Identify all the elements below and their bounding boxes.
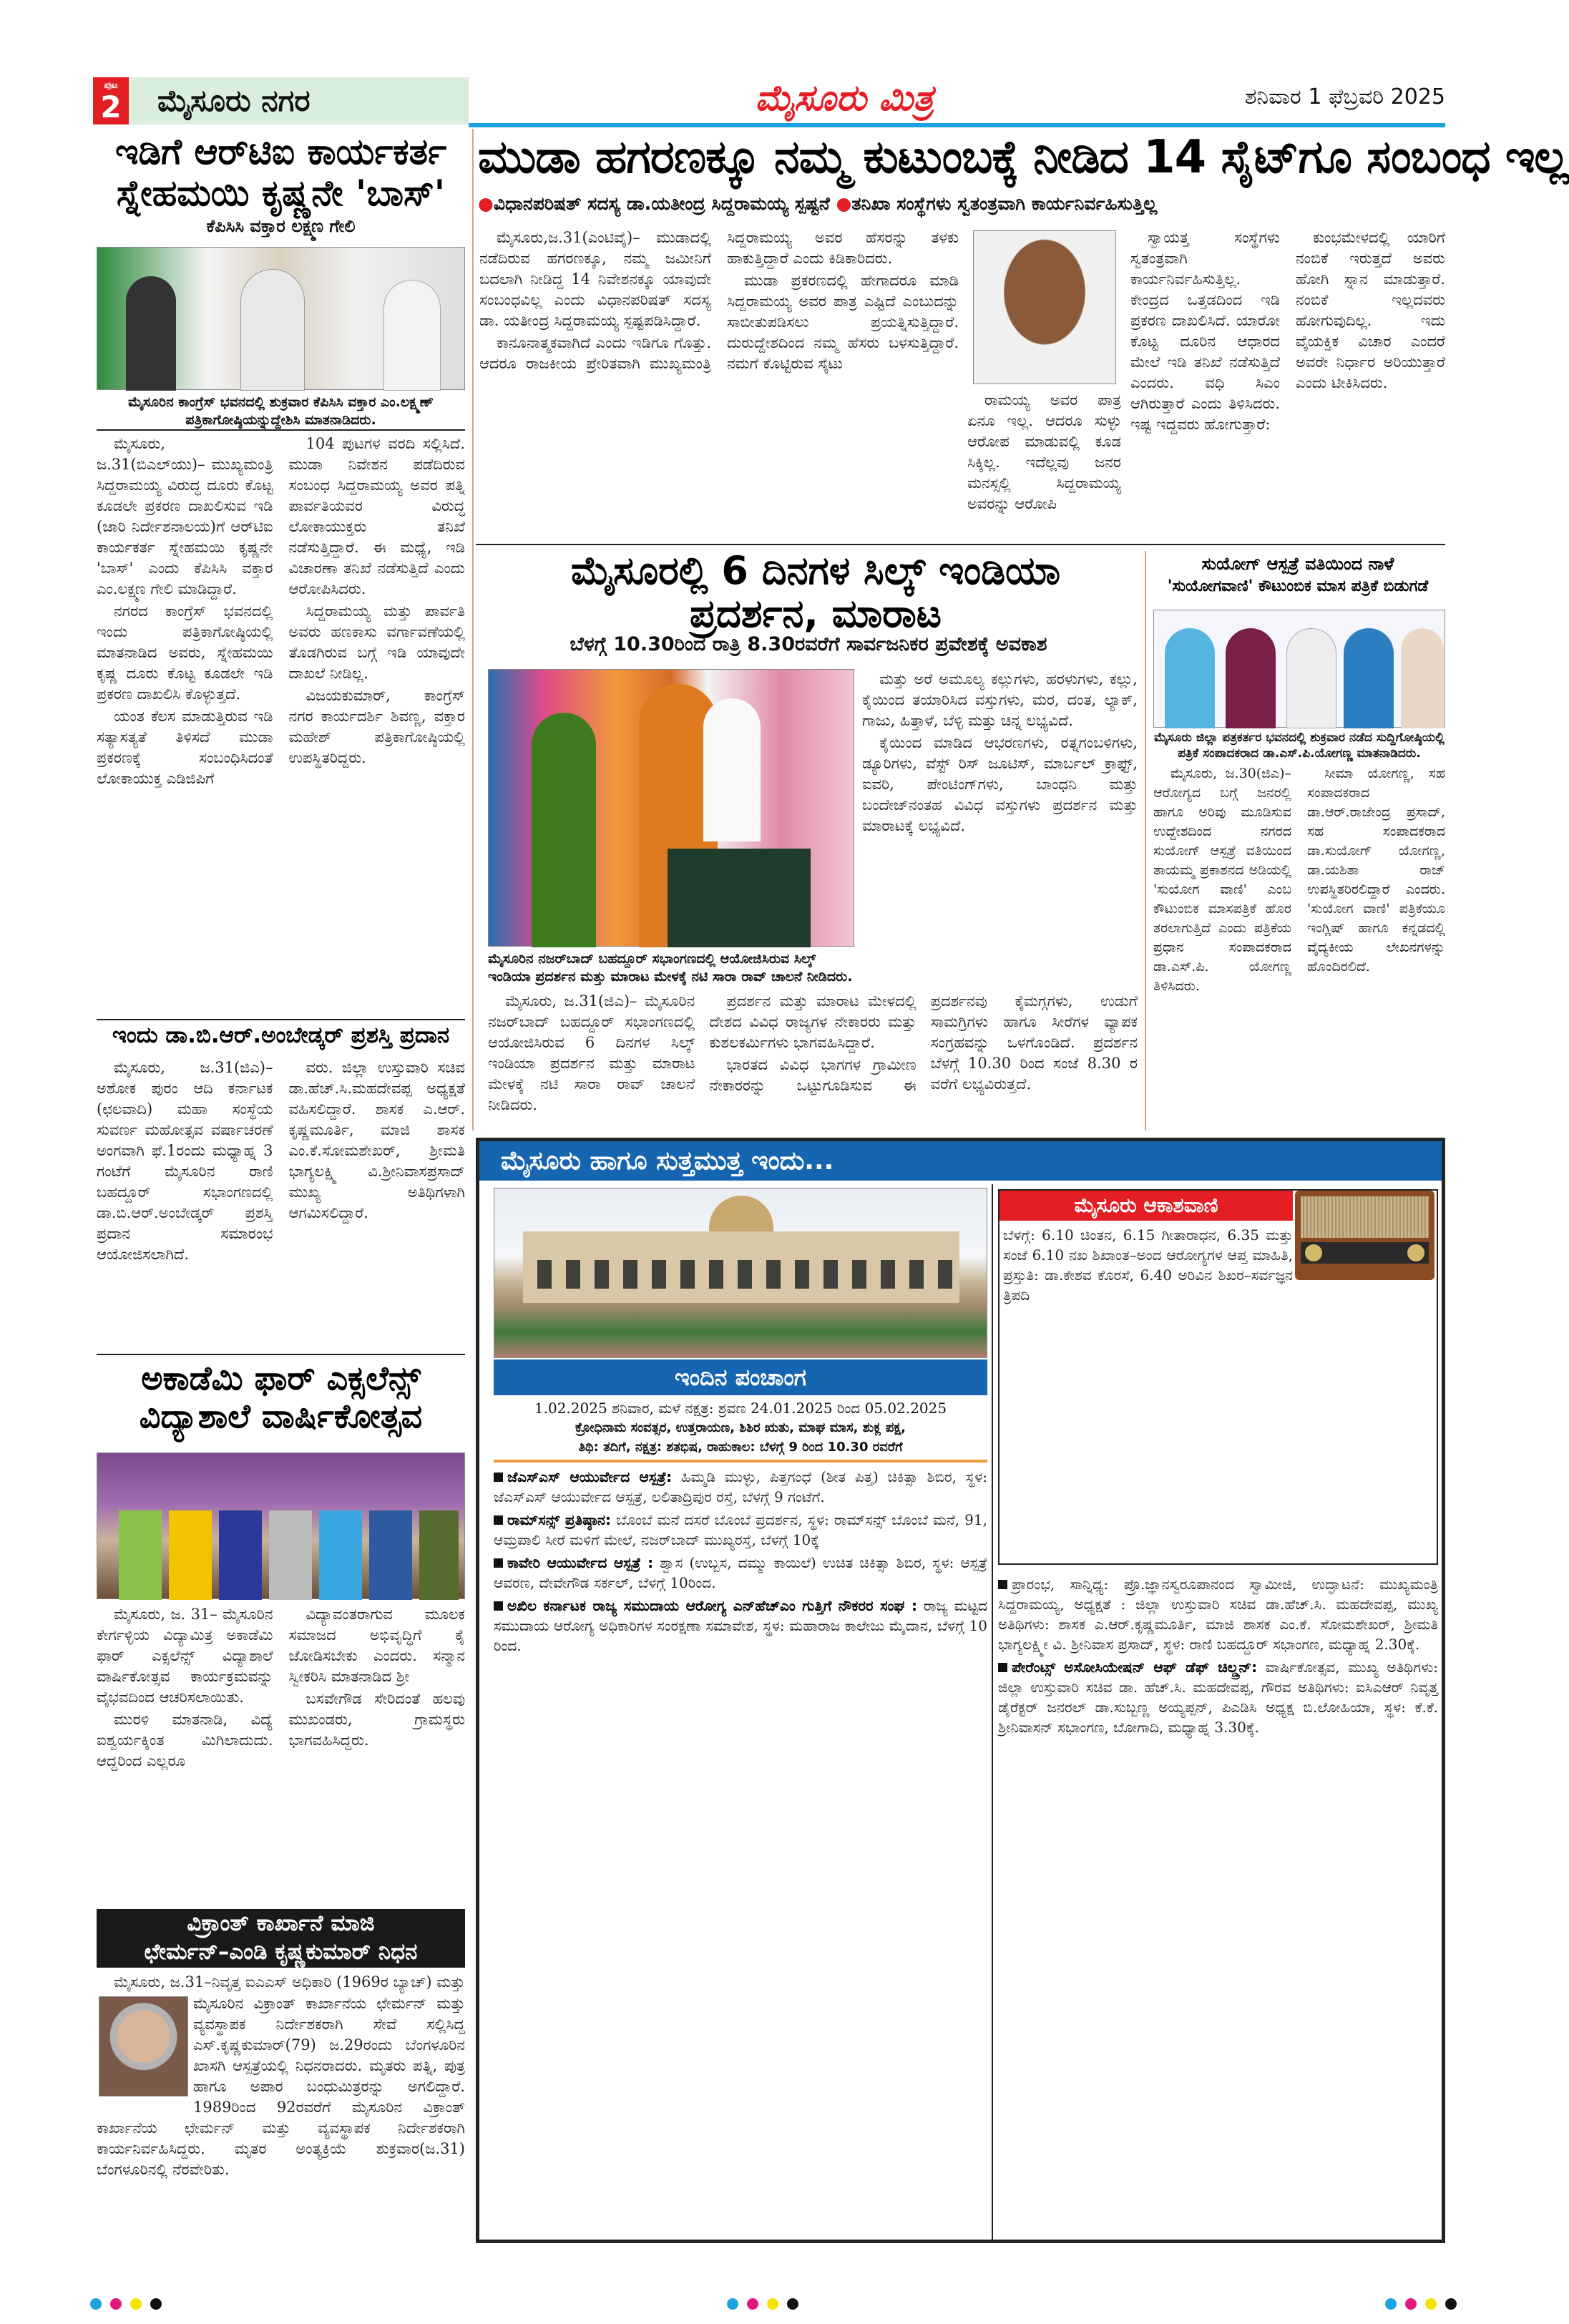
panchanga-line: ತಿಥಿ: ತದಿಗೆ, ನಕ್ಷತ್ರ: ಶತಭಿಷ, ರಾಹುಕಾಲ: ಬೆಳಗ್ಗೆ 9 ರಿಂದ 10.30 ರವರೆಗೆ — [578, 1440, 903, 1455]
column-divider — [1145, 551, 1146, 1131]
section-title — [129, 77, 469, 125]
panchanga-line: ಕ್ರೋಧಿನಾಮ ಸಂವತ್ಸರ, ಉತ್ತರಾಯಣ, ಶಿಶಿರ ಋತು, ಮಾಘ ಮಾಸ, ಶುಕ್ಲ ಪಕ್ಷ, — [575, 1420, 906, 1435]
paragraph: ಸೀಮಾ ಯೋಗಣ್ಣ, ಸಹ ಸಂಪಾದಕರಾದ ಡಾ.ಆರ್.ರಾಜೇಂದ್ರ ಪ್ರಸಾದ್, ಸಹ ಸಂಪಾದಕರಾದ ಡಾ.ಸುಯೋಗ್ ಯೋಗಣ್ಣ, ಡಾ.ಯಶಿತಾ ರಾಜ್ ಉಪಸ್ಥಿತರಿರಲಿದ್ದಾರೆ ಎಂದರು. 'ಸುಯೋಗ ವಾಣಿ' ಪತ್ರಿಕೆಯೂ ಇಂಗ್ಲಿಷ್ ಹಾಗೂ ಕನ್ನಡದಲ್ಲಿ ವೈದ್ಯಕೀಯ ಲೇಖನಗಳನ್ನು ಹೊಂದಿರಲಿದೆ. — [1307, 766, 1445, 975]
masthead: ಮೈಸೂರು ಮಿತ್ರ — [755, 77, 934, 119]
lead-story-body-mid — [967, 390, 1121, 540]
panchanga-line: 1.02.2025 ಶನಿವಾರ, ಮಳೆ ನಕ್ಷತ್ರ: ಶ್ರವಣ 24.01.2025 ರಿಂದ 05.02.2025 — [534, 1400, 947, 1417]
paragraph: ಸ್ವಾಯತ್ತ ಸಂಸ್ಥೆಗಳು ಸ್ವತಂತ್ರವಾಗಿ ಕಾರ್ಯನಿರ್ವಹಿಸುತ್ತಿಲ್ಲ. ಕೇಂದ್ರದ ಒತ್ತಡದಿಂದ ಇಡಿ ಪ್ರಕರಣ ದಾಖಲಿಸಿದೆ. ಯಾರೋ ಕೊಟ್ಟ ದೂರಿನ ಆಧಾರದ ಮೇಲೆ ಇಡಿ ತನಿಖೆ ನಡೆಸುತ್ತಿದೆ ಎಂದರು. ವಧಿ ಸಿಎಂ ಆಗಿರುತ್ತಾರೆ ಎಂದು ತಿಳಿಸಿದರು. ಇಷ್ಟ ಇದ್ದವರು ಹೋಗುತ್ತಾರೆ: — [1130, 229, 1280, 433]
square-bullet-icon — [494, 1558, 503, 1568]
color-registration-marks — [86, 2298, 166, 2313]
today-banner-text: ಮೈಸೂರು ಹಾಗೂ ಸುತ್ತಮುತ್ತ ಇಂದು... — [501, 1146, 834, 1176]
paragraph: ವಿದ್ಯಾವಂತರಾಗುವ ಮೂಲಕ ಸಮಾಜದ ಅಭಿವೃದ್ಧಿಗೆ ಕೈ ಜೋಡಿಸಬೇಕು ಎಂದರು. ಸನ್ಮಾನ ಸ್ವೀಕರಿಸಿ ಮಾತನಾಡಿದ ಶ್ರೀ — [288, 1606, 465, 1685]
obituary-lead — [97, 1972, 465, 1994]
academy-story-body — [97, 1604, 465, 1905]
ed-story-body — [97, 434, 465, 1017]
suyog-story-body — [1153, 764, 1445, 1131]
event-text: ಹಿಮ್ಮಡಿ ಮುಳ್ಳು, ಪಿತ್ತಗಂಧೆ (ಶೀತ ಪಿತ್ತ) ಚಿಕಿತ್ಸಾ ಶಿಬಿರ, ಸ್ಥಳ: ಜೆಎಸ್‌ಎಸ್ ಆಯುರ್ವೇದ ಆಸ್ಪತ್ರೆ, ಲಲಿತಾದ್ರಿಪುರ ರಸ್ತೆ, ಬೆಳಗ್ಗೆ 9 ಗಂಟೆಗೆ. — [494, 1468, 987, 1505]
event-item — [494, 1596, 987, 1656]
paragraph: ಸಿದ್ದರಾಮಯ್ಯ ಮತ್ತು ಪಾರ್ವತಿ ಅವರು ಹಣಕಾಸು ವರ್ಗಾವಣೆಯಲ್ಲಿ ತೊಡಗಿರುವ ಬಗ್ಗೆ ಇಡಿ ಯಾವುದೇ ದಾಖಲೆ ನೀಡಿಲ್ಲ. — [288, 602, 465, 682]
academy-story-headline: ಅಕಾಡೆಮಿ ಫಾರ್ ಎಕ್ಸಲೆನ್ಸ್ ವಿದ್ಯಾಶಾಲೆ ವಾರ್ಷಿಕೋತ್ಸವ — [139, 1359, 423, 1435]
events-list-right — [998, 1574, 1438, 1740]
event-text: ರಾಜ್ಯ ಮಟ್ಟದ ಸಮುದಾಯ ಆರೋಗ್ಯ ಅಧಿಕಾರಿಗಳ ಸಂರಕ್ಷಣಾ ಸಮಾವೇಶ, ಸ್ಥಳ: ಮಹಾರಾಜ ಕಾಲೇಜು ಮೈದಾನ, ಬೆಳಗ್ಗೆ 10 ರಿಂದ. — [494, 1597, 988, 1654]
paragraph: ಮೈಸೂರಿನ ವಿಕ್ರಾಂತ್ ಕಾರ್ಖಾನೆಯ ಛೇರ್ಮನ್ ಮತ್ತು ವ್ಯವಸ್ಥಾಪಕ ನಿರ್ದೇಶಕರಾಗಿ ಸೇವೆ ಸಲ್ಲಿಸಿದ್ದ ಎಸ್.ಕೃಷ್ಣಕುಮಾರ್(79) ಜ.29ರಂದು ಬೆಂಗಳೂರಿನ ಖಾಸಗಿ ಆಸ್ಪತ್ರೆಯಲ್ಲಿ ನಿಧನರಾದರು. ಮೃತರು ಪತ್ನಿ, ಪುತ್ರ ಹಾಗೂ ಅಪಾರ ಬಂಧುಮಿತ್ರರನ್ನು ಅಗಲಿದ್ದಾರೆ. 1989ರಿಂದ 92ರವರೆಗೆ ಮೈಸೂರಿನ ವಿಕ್ರಾಂತ್ ಕಾರ್ಖಾನೆಯ ಛೇರ್ಮನ್ ಮತ್ತು ವ್ಯವಸ್ಥಾಪಕ ನಿರ್ದೇಶಕರಾಗಿ ಕಾರ್ಯನಿರ್ವಹಿಸಿದ್ದರು. ಮೃತರ ಅಂತ್ಯಕ್ರಿಯೆ ಶುಕ್ರವಾರ(ಜ.31) ಬೆಂಗಳೂರಿನಲ್ಲಿ ನೆರವೇರಿತು. — [97, 1995, 465, 2178]
suyog-photo-caption: ಮೈಸೂರು ಜಿಲ್ಲಾ ಪತ್ರಕರ್ತರ ಭವನದಲ್ಲಿ ಶುಕ್ರವಾರ ನಡೆದ ಸುದ್ದಿಗೋಷ್ಠಿಯಲ್ಲಿ ಪತ್ರಿಕೆ ಸಂಪಾದಕರಾದ ಡಾ.ಎಸ್.ಪಿ.ಯೋಗಣ್ಣ ಮಾತನಾಡಿದರು. — [1154, 731, 1445, 761]
ed-story-subhead: ಕೆಪಿಸಿಸಿ ವಕ್ತಾರ ಲಕ್ಷ್ಮಣ ಗೇಲಿ — [206, 216, 356, 236]
lead-story-headline: ಮುಡಾ ಹಗರಣಕ್ಕೂ ನಮ್ಮ ಕುಟುಂಬಕ್ಕೆ ನೀಡಿದ 14 ಸೈಟ್‌ಗೂ ಸಂಬಂಧ ಇಲ್ಲ — [478, 131, 1569, 184]
color-registration-marks — [1381, 2298, 1461, 2313]
akashvani-title: ಮೈಸೂರು ಆಕಾಶವಾಣಿ — [1074, 1193, 1218, 1217]
page-number: 2 — [100, 89, 122, 125]
event-item — [494, 1553, 987, 1593]
paragraph: ಮೈಸೂರು, ಜ.31(ಜಿಎ)– ಅಶೋಕ ಪುರಂ ಆದಿ ಕರ್ನಾಟಕ (ಛಲವಾದಿ) ಮಹಾ ಸಂಸ್ಥೆಯ ಸುವರ್ಣ ಮಹೋತ್ಸವ ವರ್ಷಾಚರಣೆ ಅಂಗವಾಗಿ ಫೆ.1ರಂದು ಮಧ್ಯಾಹ್ನ 3 ಗಂಟೆಗೆ ಮೈಸೂರಿನ ರಾಣಿ ಬಹದ್ದೂರ್ ಸಭಾಂಗಣದಲ್ಲಿ ಡಾ.ಬಿ.ಆರ್.ಅಂಬೇಡ್ಕರ್ ಪ್ರಶಸ್ತಿ ಪ್ರದಾನ ಸಮಾರಂಭ ಆಯೋಜಿಸಲಾಗಿದೆ. — [97, 1059, 273, 1263]
suyog-press-meet-photo — [1153, 610, 1445, 728]
paragraph: ಮತ್ತು ಅರೆ ಅಮೂಲ್ಯ ಕಲ್ಲುಗಳು, ಹರಳುಗಳು, ಕಲ್ಲು, ಕೈಯಿಂದ ತಯಾರಿಸಿದ ವಸ್ತುಗಳು, ಮರ, ದಂತ, ಲ್ಯಾಕ್, ಗಾಜು, ಹಿತ್ತಾಳೆ, ಬೆಳ್ಳಿ ಮತ್ತು ಚಿನ್ನ ಲಭ್ಯವಿದೆ. — [862, 670, 1138, 729]
event-text: ಪ್ರಾರಂಭ, ಸಾನ್ನಿಧ್ಯ: ಪ್ರೊ.ಜ್ಞಾನಸ್ವರೂಪಾನಂದ ಸ್ವಾಮೀಜಿ, ಉದ್ಘಾಟನೆ: ಮುಖ್ಯಮಂತ್ರಿ ಸಿದ್ದರಾಮಯ್ಯ, ಅಧ್ಯಕ್ಷತೆ : ಜಿಲ್ಲಾ ಉಸ್ತುವಾರಿ ಸಚಿವ ಡಾ.ಹೆಚ್.ಸಿ. ಮಹದೇವಪ್ಪ, ಮುಖ್ಯ ಅತಿಥಿಗಳು: ಶಾಸಕ ಎ.ಆರ್.ಕೃಷ್ಣಮೂರ್ತಿ, ಮಾಜಿ ಶಾಸಕ ಎಂ.ಕೆ. ಸೋಮಶೇಖರ್, ಶ್ರೀಮತಿ ಭಾಗ್ಯಲಕ್ಷ್ಮೀ ವಿ. ಶ್ರೀನಿವಾಸ ಪ್ರಸಾದ್, ಸ್ಥಳ: ರಾಣಿ ಬಹದ್ದೂರ್ ಸಭಾಂಗಣ, ಮಧ್ಯಾಹ್ನ 2.30ಕ್ಕೆ. — [998, 1576, 1438, 1653]
panchanga-details — [494, 1399, 987, 1457]
page-label: ಪುಟ — [104, 80, 118, 91]
paragraph: ಕಾನೂನಾತ್ಮಕವಾಗಿದೆ ಎಂದು ಇಡಿಗೂ ಗೊತ್ತು. ಆದರೂ ರಾಜಕೀಯ ಪ್ರೇರಿತವಾಗಿ ಮುಖ್ಯಮಂತ್ರಿ ಸಿದ್ದರಾಮಯ್ಯ ಅವರ ಹೆಸರನ್ನು ತಳಕು ಹಾಕುತ್ತಿದ್ದಾರೆ ಎಂದು ಕಿಡಿಕಾರಿದರು. — [479, 229, 959, 372]
silk-photo-caption: ಮೈಸೂರಿನ ನಜರ್‌ಬಾದ್ ಬಹದ್ದೂರ್ ಸಭಾಂಗಣದಲ್ಲಿ ಆಯೋಜಿಸಿರುವ ಸಿಲ್ಕ್ ಇಂಡಿಯಾ ಪ್ರದರ್ಶನ ಮತ್ತು ಮಾರಾಟ ಮೇಳಕ್ಕೆ ನಟಿ ಸಾರಾ ರಾವ್ ಚಾಲನೆ ನೀಡಿದರು. — [488, 951, 853, 985]
ed-photo-caption: ಮೈಸೂರಿನ ಕಾಂಗ್ರೆಸ್ ಭವನದಲ್ಲಿ ಶುಕ್ರವಾರ ಕೆಪಿಸಿಸಿ ವಕ್ತಾರ ಎಂ.ಲಕ್ಷ್ಮಣ್ ಪತ್ರಿಕಾಗೋಷ್ಠಿಯನ್ನುದ್ದೇಶಿಸಿ ಮಾತನಾಡಿದರು. — [128, 394, 434, 428]
event-item — [494, 1510, 987, 1550]
section-title-text: ಮೈಸೂರು ನಗರ — [157, 83, 311, 118]
page-number-badge — [93, 77, 129, 125]
paragraph: ಮೈಸೂರು, ಜ. 31– ಮೈಸೂರಿನ ಕೇರ್ಗಳ್ಳಿಯ ವಿದ್ಯಾಮಿತ್ರ ಅಕಾಡೆಮಿ ಫಾರ್ ಎಕ್ಸಲೆನ್ಸ್ ವಿದ್ಯಾಶಾಲೆ ವಾರ್ಷಿಕೋತ್ಸವ ಕಾರ್ಯಕ್ರಮವನ್ನು ವೈಭವದಿಂದ ಆಚರಿಸಲಾಯಿತು. — [97, 1606, 273, 1706]
paragraph: ಮೈಸೂರು, ಜ.30(ಜಿಎ)– ಆರೋಗ್ಯದ ಬಗ್ಗೆ ಜನರಲ್ಲಿ ಹಾಗೂ ಅರಿವು ಮೂಡಿಸುವ ಉದ್ದೇಶದಿಂದ ನಗರದ ಸುಯೋಗ್ ಆಸ್ಪತ್ರೆ ವತಿಯಿಂದ ತಾಯಮ್ಮ ಪ್ರಕಾಶನದ ಅಡಿಯಲ್ಲಿ 'ಸುಯೋಗ ವಾಣಿ' ಎಂಬ ಕೌಟುಂಬಿಕ ಮಾಸಪತ್ರಿಕೆ ಹೊರ ತರಲಾಗುತ್ತಿದೆ ಎಂದು ಪತ್ರಿಕೆಯ ಪ್ರಧಾನ ಸಂಪಾದಕರಾದ ಡಾ.ಎಸ್.ಪಿ. ಯೋಗಣ್ಣ ತಿಳಿಸಿದರು. — [1153, 766, 1291, 994]
suyog-story-headline — [1150, 552, 1445, 598]
square-bullet-icon — [998, 1663, 1007, 1672]
story-divider — [476, 544, 1445, 545]
paragraph: ಮುರಳಿ ಮಾತನಾಡಿ, ವಿದ್ಯೆ ಐಶ್ವರ್ಯಕ್ಕಿಂತ ಮಿಗಿಲಾದುದು. ಆದ್ದರಿಂದ ಎಲ್ಲರೂ — [97, 1711, 273, 1769]
color-registration-marks — [723, 2298, 803, 2313]
academy-group-photo — [97, 1452, 465, 1599]
panchanga-title-bar — [494, 1359, 987, 1395]
event-title: ಕಾವೇರಿ ಆಯುರ್ವೇದ ಆಸ್ಪತ್ರೆ : — [507, 1554, 654, 1571]
paragraph: ರಾಮಯ್ಯ ಅವರ ಪಾತ್ರ ಏನೂ ಇಲ್ಲ. ಆದರೂ ಸುಳ್ಳು ಆರೋಪ ಮಾಡುವಲ್ಲಿ ಕೂಡ ಸಿಕ್ಕಿಲ್ಲ. ಇದೆಲ್ಲವು ಜನರ ಮನಸ್ಸಲ್ಲಿ ಸಿದ್ದರಾಮಯ್ಯ ಅವರನ್ನು ಆರೋಪಿ — [967, 391, 1121, 512]
square-bullet-icon — [494, 1473, 503, 1482]
square-bullet-icon — [494, 1601, 503, 1611]
paragraph: ಬಸವೇಗೌಡ ಸೇರಿದಂತೆ ಹಲವು ಮುಖಂಡರು, ಗ್ರಾಮಸ್ಥರು ಭಾಗವಹಿಸಿದ್ದರು. — [288, 1690, 465, 1749]
paragraph: ಪ್ರದರ್ಶನ ಮತ್ತು ಮಾರಾಟ ಮೇಳದಲ್ಲಿ ದೇಶದ ವಿವಿಧ ರಾಜ್ಯಗಳ ನೇಕಾರರು ಮತ್ತು ಕುಶಲಕರ್ಮಿಗಳು ಭಾಗವಹಿಸಿದ್ದಾರೆ. — [709, 992, 917, 1051]
bullet-icon: ● — [836, 193, 852, 214]
obituary-headline-line1: ವಿಕ್ರಾಂತ್ ಕಾರ್ಖಾನೆ ಮಾಜಿ — [187, 1910, 375, 1936]
kicker-1: ವಿಧಾನಪರಿಷತ್ ಸದಸ್ಯ ಡಾ.ಯತೀಂದ್ರ ಸಿದ್ದರಾಮಯ್ಯ ಸ್ಪಷ್ಟನೆ — [493, 193, 830, 214]
radio-icon — [1295, 1191, 1434, 1280]
story-divider — [97, 1019, 465, 1020]
event-title: ಪೇರೆಂಟ್ಸ್ ಅಸೋಸಿಯೇಷನ್ ಆಫ್ ಡೆಫ್ ಚಿಲ್ಡ್ರನ್: — [1012, 1659, 1258, 1676]
paragraph: ವಿಜಯಕುಮಾರ್, ಕಾಂಗ್ರೆಸ್ ನಗರ ಕಾರ್ಯದರ್ಶಿ ಶಿವಣ್ಣ, ವಕ್ತಾರ ಮಹೇಶ್ ಪತ್ರಿಕಾಗೋಷ್ಠಿಯಲ್ಲಿ ಉಪಸ್ಥಿತರಿದ್ದರು. — [288, 687, 465, 766]
paragraph: ಮೈಸೂರು, ಜ.31(ಬಿಎಲ್‌ಯು)– ಮುಖ್ಯಮಂತ್ರಿ ಸಿದ್ದರಾಮಯ್ಯ ವಿರುದ್ಧ ದೂರು ಕೊಟ್ಟ ಕೂಡಲೇ ಪ್ರಕರಣ ದಾಖಲಿಸುವ ಇಡಿ (ಜಾರಿ ನಿರ್ದೇಶನಾಲಯ)ಗೆ ಆರ್‌ಟಿಐ ಕಾರ್ಯಕರ್ತ ಸ್ನೇಹಮಯಿ ಕೃಷ್ಣನೇ 'ಬಾಸ್' ಎಂದು ಕೆಪಿಸಿಸಿ ವಕ್ತಾರ ಎಂ.ಲಕ್ಷ್ಮಣ ಗೇಲಿ ಮಾಡಿದ್ದಾರೆ. — [97, 435, 273, 597]
square-bullet-icon — [494, 1515, 503, 1525]
event-item — [998, 1657, 1438, 1737]
akashvani-schedule: ಬೆಳಗ್ಗೆ: 6.10 ಚಿಂತನ, 6.15 ಗೀತಾರಾಧನ, 6.35 ಮತ್ತು ಸಂಜೆ 6.10 ನಖ ಶಿಖಾಂತ–ಅಂದ ಆರೋಗ್ಯಗಳ ಆಪ್ತ ಮಾಹಿತಿ, ಪ್ರಸ್ತುತಿ: ಡಾ.ಕೇಶವ ಕೊರಸೆ, 6.40 ಅರಿವಿನ ಶಿಖರ–ಸರ್ವಜ್ಞನ ತ್ರಿಪದಿ — [1003, 1226, 1293, 1304]
event-text: ಬೊಂಬೆ ಮನೆ ದಸರೆ ಬೊಂಬೆ ಪ್ರದರ್ಶನ, ಸ್ಥಳ: ರಾಮ್‌ಸನ್ಸ್ ಬೊಂಬೆ ಮನೆ, 91, ಆಮ್ರಪಾಲಿ ಸೀರೆ ಮಳಿಗೆ ಮೇಲೆ, ನಜರ್‌ಬಾದ್ ಮುಖ್ಯರಸ್ತೆ, ಬೆಳಗ್ಗೆ 10ಕ್ಕೆ — [494, 1511, 987, 1548]
paragraph: ಕುಂಭಮೇಳದಲ್ಲಿ ಯಾರಿಗೆ ನಂಬಿಕೆ ಇರುತ್ತದೆ ಅವರು ಹೋಗಿ ಸ್ನಾನ ಮಾಡುತ್ತಾರೆ. ನಂಬಿಕೆ ಇಲ್ಲದವರು ಹೋಗುವುದಿಲ್ಲ. ಇದು ವೈಯಕ್ತಿಕ ವಿಚಾರ ಎಂದರೆ ಅವರೇ ನಿರ್ಧಾರ ಅರಿಯುತ್ತಾರೆ ಎಂದು ಟೀಕಿಸಿದರು. — [1296, 229, 1445, 391]
header-rule — [469, 123, 1445, 127]
silk-story-subhead: ಬೆಳಗ್ಗೆ 10.30ರಿಂದ ರಾತ್ರಿ 8.30ರವರೆಗೆ ಸಾರ್ವಜನಿಕರ ಪ್ರವೇಶಕ್ಕೆ ಅವಕಾಶ — [570, 633, 1047, 655]
square-bullet-icon — [998, 1580, 1007, 1589]
paragraph: ಮೈಸೂರು, ಜ.31–ನಿವೃತ್ತ ಐಎಎಸ್ ಅಧಿಕಾರಿ (1969ರ ಬ್ಯಾಚ್) ಮತ್ತು — [114, 1973, 465, 1991]
event-title: ಅಖಿಲ ಕರ್ನಾಟಕ ರಾಜ್ಯ ಸಮುದಾಯ ಆರೋಗ್ಯ ಎನ್‌ಹೆಚ್‌ಎಂ ಗುತ್ತಿಗೆ ನೌಕರರ ಸಂಘ : — [507, 1597, 917, 1614]
event-item — [998, 1574, 1438, 1654]
bullet-icon: ● — [478, 193, 494, 214]
headline-line: ಸುಯೋಗ್ ಆಸ್ಪತ್ರೆ ವತಿಯಿಂದ ನಾಳೆ — [1201, 554, 1394, 574]
obituary-headline-box — [97, 1909, 465, 1968]
lead-story-body-right — [1130, 228, 1445, 539]
obituary-body — [97, 1993, 465, 2251]
paragraph: ಮುಡಾ ಪ್ರಕರಣದಲ್ಲಿ ಹೇಗಾದರೂ ಮಾಡಿ ಸಿದ್ದರಾಮಯ್ಯ ಅವರ ಪಾತ್ರ ಎಷ್ಟಿದೆ ಎಂಬುದನ್ನು ಸಾಬೀತುಪಡಿಸಲು ಪ್ರಯತ್ನಿಸುತ್ತಿದ್ದಾರೆ. ದುರುದ್ದೇಶದಿಂದ ನಮ್ಮ ಹೆಸರು ಬಳಸುತ್ತಿದ್ದಾರೆ. ನಮಗೆ ಕೊಟ್ಟಿರುವ ಸೈಟು — [727, 272, 959, 372]
orange-rule — [494, 1460, 987, 1463]
lead-story-kicker — [478, 193, 1445, 215]
column-divider — [992, 1184, 993, 2240]
ambedkar-story-headline: ಇಂದು ಡಾ.ಬಿ.ಆರ್.ಅಂಬೇಡ್ಕರ್ ಪ್ರಶಸ್ತಿ ಪ್ರದಾನ — [112, 1022, 450, 1048]
issue-date: ಶನಿವಾರ 1 ಫೆಬ್ರವರಿ 2025 — [1244, 84, 1445, 109]
today-banner — [479, 1141, 1442, 1181]
caption-rule — [97, 429, 465, 431]
mysore-palace-photo — [494, 1188, 987, 1358]
silk-story-body — [488, 991, 1138, 1131]
paragraph: ಕೈಯಿಂದ ಮಾಡಿದ ಆಭರಣಗಳು, ರತ್ನಗಂಬಳಿಗಳು, ಡ್ಯೂರಿಗಳು, ವೆಸ್ಟ್ ರಿಸ್ ಜೂಟಿಸ್, ಮಾರ್ಬಲ್ ಕ್ರಾಫ್ಟ್, ಐವರಿ, ಪೇಂಟಿಂಗ್‌ಗಳು, ಬಾಂಧನಿ ಮತ್ತು ಬಂದೇಜ್‌ನಂತಹ ವಿವಿಧ ವಸ್ತುಗಳು ಪ್ರದರ್ಶನ ಮತ್ತು ಮಾರಾಟಕ್ಕೆ ಲಭ್ಯವಿದೆ. — [862, 734, 1138, 834]
ambedkar-story-body — [97, 1058, 465, 1351]
events-list-left — [494, 1467, 987, 1659]
event-item — [494, 1467, 987, 1507]
silk-exhibition-photo — [488, 669, 854, 947]
event-title: ಜೆಎಸ್‌ಎಸ್ ಆಯುರ್ವೇದ ಆಸ್ಪತ್ರೆ: — [507, 1468, 673, 1485]
paragraph: ಮೈಸೂರು, ಜ.31(ಜಿಎ)– ಮೈಸೂರಿನ ನಜರ್‌ಬಾದ್ ಬಹದ್ದೂರ್ ಸಭಾಂಗಣದಲ್ಲಿ ಆಯೋಜಿಸಿರುವ 6 ದಿನಗಳ ಸಿಲ್ಕ್ ಇಂಡಿಯಾ ಪ್ರದರ್ಶನ ಮತ್ತು ಮಾರಾಟ ಮೇಳಕ್ಕೆ ನಟಿ ಸಾರಾ ರಾವ್ ಚಾಲನೆ ನೀಡಿದರು. — [488, 992, 695, 1113]
paragraph: ಭಾರತದ ವಿವಿಧ ಭಾಗಗಳ ಗ್ರಾಮೀಣ ನೇಕಾರರನ್ನು ಒಟ್ಟುಗೂಡಿಸುವ ಈ ಪ್ರದರ್ಶನವು ಕೈಮಗ್ಗಗಳು, ಉಡುಗೆ ಸಾಮಗ್ರಿಗಳು ಹಾಗೂ ಸೀರೆಗಳ ವ್ಯಾಪಕ ಸಂಗ್ರಹವನ್ನು ಒಳಗೊಂಡಿದೆ. ಪ್ರದರ್ಶನ ಬೆಳಗ್ಗೆ 10.30 ರಿಂದ ಸಂಜೆ 8.30 ರ ವರೆಗೆ ಲಭ್ಯವಿರುತ್ತದೆ. — [709, 992, 1138, 1094]
panchanga-title: ಇಂದಿನ ಪಂಚಾಂಗ — [675, 1364, 806, 1391]
ed-story-headline: ಇಡಿಗೆ ಆರ್‌ಟಿಐ ಕಾರ್ಯಕರ್ತ ಸ್ನೇಹಮಯಿ ಕೃಷ್ಣನೇ 'ಬಾಸ್' — [114, 131, 446, 214]
lead-story-body-left — [479, 228, 959, 539]
paragraph: 104 ಪುಟಗಳ ವರದಿ ಸಲ್ಲಿಸಿದೆ. ಮುಡಾ ನಿವೇಶನ ಪಡೆದಿರುವ ಸಂಬಂಧ ಸಿದ್ದರಾಮಯ್ಯ ಅವರ ಪತ್ನಿ ಪಾರ್ವತಿಯವರ ವಿರುದ್ಧ ಲೋಕಾಯುಕ್ತರು ತನಿಖೆ ನಡೆಸುತ್ತಿದ್ದಾರೆ. ಈ ಮಧ್ಯೆ, ಇಡಿ ವಿಚಾರಣಾ ತನಿಖೆ ನಡೆಸುತ್ತಿದೆ ಎಂದು ಆರೋಪಿಸಿದರು. — [288, 435, 465, 597]
event-title: ರಾಮ್‌ಸನ್ಸ್ ಪ್ರತಿಷ್ಠಾನ: — [507, 1511, 612, 1528]
yathindra-portrait-photo — [973, 230, 1116, 384]
obituary-headline-line2: ಛೇರ್ಮನ್–ಎಂಡಿ ಕೃಷ್ಣಕುಮಾರ್ ನಿಧನ — [144, 1939, 418, 1965]
paragraph: ಮೈಸೂರು,ಜ.31(ಎಂಟಿವೈ)– ಮುಡಾದಲ್ಲಿ ನಡೆದಿರುವ ಹಗರಣಕ್ಕೂ, ನಮ್ಮ ಜಮೀನಿಗೆ ಬದಲಾಗಿ ನೀಡಿದ್ದ 14 ನಿವೇಶನಕ್ಕೂ ಯಾವುದೇ ಸಂಬಂಧವಿಲ್ಲ ಎಂದು ವಿಧಾನಪರಿಷತ್ ಸದಸ್ಯ ಡಾ. ಯತೀಂದ್ರ ಸಿದ್ದರಾಮಯ್ಯ ಸ್ಪಷ್ಟಪಡಿಸಿದ್ದಾರೆ. — [479, 229, 711, 329]
silk-story-headline: ಮೈಸೂರಲ್ಲಿ 6 ದಿನಗಳ ಸಿಲ್ಕ್ ಇಂಡಿಯಾ ಪ್ರದರ್ಶನ, ಮಾರಾಟ — [570, 548, 1061, 636]
event-text: ಶ್ವಾಸ (ಉಬ್ಬಸ, ದಮ್ಮು ಕಾಯಿಲೆ) ಉಚಿತ ಚಿಕಿತ್ಸಾ ಶಿಬಿರ, ಸ್ಥಳ: ಆಸ್ಪತ್ರೆ ಆವರಣ, ದೇವೇಗೌಡ ಸರ್ಕಲ್, ಬೆಳಗ್ಗೆ 10ರಿಂದ. — [494, 1554, 987, 1591]
story-divider — [97, 1354, 465, 1355]
akashvani-title-bar — [999, 1191, 1293, 1221]
event-text: ವಾರ್ಷಿಕೋತ್ಸವ, ಮುಖ್ಯ ಅತಿಥಿಗಳು: ಜಿಲ್ಲಾ ಉಸ್ತುವಾರಿ ಸಚಿವ ಡಾ. ಹೆಚ್.ಸಿ. ಮಹದೇವಪ್ಪ, ಗೌರವ ಅತಿಥಿಗಳು: ಐಸಿಎಆರ್ ನಿವೃತ್ತ ಡೈರೆಕ್ಟರ್ ಜನರಲ್ ಡಾ.ಸುಬ್ಬಣ್ಣ ಅಯ್ಯಪ್ಪನ್, ಪಿಎಡಿಸಿ ಅಧ್ಯಕ್ಷ ಬಿ.ಲೋಹಿಯಾ, ಸ್ಥಳ: ಕೆ.ಕೆ. ಶ್ರೀನಿವಾಸನ್ ಸಭಾಂಗಣ, ಬೋಗಾದಿ, ಮಧ್ಯಾಹ್ನ 3.30ಕ್ಕೆ. — [998, 1659, 1439, 1736]
column-divider — [472, 129, 474, 1131]
ed-press-meet-photo — [97, 247, 465, 390]
silk-story-side-body — [862, 669, 1138, 948]
paragraph: ಯಂತ ಕೆಲಸ ಮಾಡುತ್ತಿರುವ ಇಡಿ ಸತ್ಯಾಸತ್ಯತೆ ತಿಳಿಸದೆ ಮುಡಾ ಪ್ರಕರಣಕ್ಕೆ ಸಂಬಂಧಿಸಿದಂತೆ ಲೋಕಾಯುಕ್ತ ಎಡಿಜಿಪಿಗೆ — [97, 708, 273, 787]
paragraph: ನಗರದ ಕಾಂಗ್ರೆಸ್ ಭವನದಲ್ಲಿ ಇಂದು ಪತ್ರಿಕಾಗೋಷ್ಠಿಯಲ್ಲಿ ಮಾತನಾಡಿದ ಅವರು, ಸ್ನೇಹಮಯಿ ಕೃಷ್ಣ ದೂರು ಕೊಟ್ಟ ಕೂಡಲೇ ಇಡಿ ಪ್ರಕರಣ ದಾಖಲಿಸಿ ಕೊಳ್ಳುತ್ತದೆ. — [97, 602, 273, 703]
paragraph: ವರು. ಜಿಲ್ಲಾ ಉಸ್ತುವಾರಿ ಸಚಿವ ಡಾ.ಹೆಚ್.ಸಿ.ಮಹದೇವಪ್ಪ ಅಧ್ಯಕ್ಷತೆ ವಹಿಸಲಿದ್ದಾರೆ. ಶಾಸಕ ಎ.ಆರ್. ಕೃಷ್ಣಮೂರ್ತಿ, ಮಾಜಿ ಶಾಸಕ ಎಂ.ಕೆ.ಸೋಮಶೇಖರ್, ಶ್ರೀಮತಿ ಭಾಗ್ಯಲಕ್ಷ್ಮಿ ವಿ.ಶ್ರೀನಿವಾಸಪ್ರಸಾದ್ ಮುಖ್ಯ ಅತಿಥಿಗಳಾಗಿ ಆಗಮಿಸಲಿದ್ದಾರೆ. — [288, 1059, 465, 1221]
kicker-2: ತನಿಖಾ ಸಂಸ್ಥೆಗಳು ಸ್ವತಂತ್ರವಾಗಿ ಕಾರ್ಯನಿರ್ವಹಿಸುತ್ತಿಲ್ಲ — [851, 193, 1158, 214]
headline-line: 'ಸುಯೋಗವಾಣಿ' ಕೌಟುಂಬಿಕ ಮಾಸ ಪತ್ರಿಕೆ ಬಿಡುಗಡೆ — [1167, 577, 1429, 595]
